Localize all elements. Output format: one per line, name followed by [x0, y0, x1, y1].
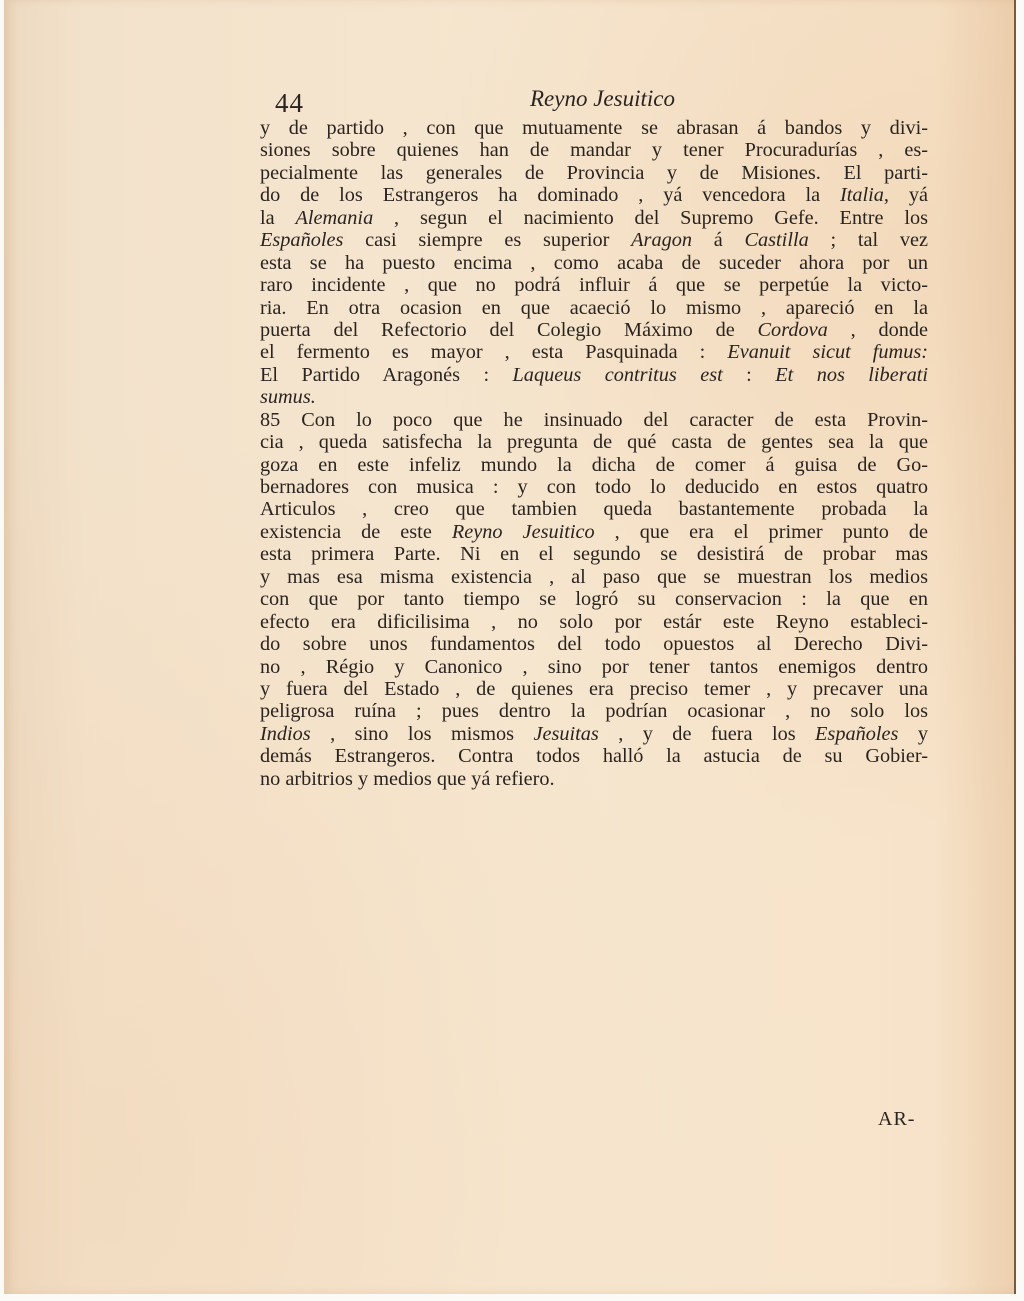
- text-line: [260, 588, 928, 610]
- text-line: [260, 274, 928, 296]
- text-line: [260, 229, 928, 251]
- italic-text: Españoles: [815, 722, 899, 745]
- text-line: [260, 139, 928, 161]
- text-run: no , Régio y Canonico , sino por tener tantos enemigos dentro: [260, 655, 928, 678]
- italic-text: Jesuitas: [533, 722, 599, 745]
- italic-text: Castilla: [744, 229, 809, 252]
- italic-text: Evanuit sicut fumus:: [727, 341, 928, 364]
- text-line: [260, 184, 928, 206]
- italic-text: Alemania: [295, 206, 374, 229]
- text-run: , segun el nacimiento del Supremo Gefe. Entre los: [373, 206, 928, 229]
- text-run: raro incidente , que no podrá influir á que se perpetúe la victo-: [260, 274, 928, 297]
- text-line: [260, 566, 928, 588]
- text-line: [260, 364, 928, 386]
- text-line: [260, 745, 928, 767]
- text-line: [260, 723, 928, 745]
- text-run: , y de fuera los: [598, 722, 816, 745]
- italic-text: Indios: [260, 722, 311, 745]
- text-run: 85 Con lo poco que he insinuado del caracter de esta Provin-: [260, 408, 928, 431]
- running-title: Reyno Jesuitico: [530, 86, 675, 111]
- text-run: y: [898, 722, 928, 745]
- page-number: 44: [275, 88, 304, 118]
- text-run: existencia de este: [260, 520, 452, 543]
- text-run: do de los Estrangeros ha dominado , yá vencedora la: [260, 184, 840, 207]
- text-run: y fuera del Estado , de quienes era preciso temer , y precaver una: [260, 677, 928, 700]
- book-page: [4, 0, 1016, 1294]
- text-line: [260, 498, 928, 520]
- text-run: , donde: [827, 318, 929, 341]
- text-line: [260, 521, 928, 543]
- text-run: á: [692, 229, 745, 252]
- text-run: el fermento es mayor , esta Pasquinada :: [260, 341, 728, 364]
- text-run: demás Estrangeros. Contra todos halló la astucia de su Gobier-: [260, 745, 928, 768]
- text-run: siones sobre quienes han de mandar y tener Procuradurías , es-: [260, 139, 928, 162]
- text-line: [260, 252, 928, 274]
- text-run: no arbitrios y medios que yá refiero.: [260, 767, 555, 790]
- text-line: [260, 656, 928, 678]
- text-run: peligrosa ruína ; pues dentro la podrían ocasionar , no solo los: [260, 700, 928, 723]
- page-edge: [1014, 0, 1016, 1294]
- italic-text: Italia: [839, 184, 884, 207]
- text-line: [260, 454, 928, 476]
- italic-text: Cordova: [757, 318, 828, 341]
- body-text: [260, 117, 928, 790]
- text-run: ; tal vez: [808, 229, 928, 252]
- text-line: [260, 297, 928, 319]
- text-run: , sino los mismos: [310, 722, 534, 745]
- italic-text: sumus.: [260, 386, 316, 409]
- text-run: goza en este infeliz mundo la dicha de comer á guisa de Go-: [260, 453, 928, 476]
- text-run: casi siempre es superior: [343, 229, 632, 252]
- text-run: esta primera Parte. Ni en el segundo se desistirá de probar mas: [260, 543, 928, 566]
- text-run: ria. En otra ocasion en que acaeció lo mismo , apareció en la: [260, 296, 928, 319]
- italic-text: Aragon: [631, 229, 692, 252]
- italic-text: Reyno Jesuitico: [451, 520, 595, 543]
- text-line: [260, 386, 928, 408]
- text-line: [260, 431, 928, 453]
- catchword: AR-: [878, 1108, 916, 1130]
- italic-text: Españoles: [260, 229, 344, 252]
- text-run: bernadores con musica : y con todo lo deducido en estos quatro: [260, 476, 928, 498]
- text-line: [260, 768, 928, 790]
- text-run: pecialmente las generales de Provincia y de Misiones. El parti-: [260, 161, 928, 184]
- text-run: con que por tanto tiempo se logró su conservacion : la que en: [260, 588, 928, 611]
- text-run: do sobre unos fundamentos del todo opuestos al Derecho Divi-: [260, 633, 928, 656]
- text-run: Articulos , creo que tambien queda bastantemente probada la: [260, 498, 928, 521]
- text-line: [260, 678, 928, 700]
- text-run: la: [260, 206, 296, 229]
- text-line: [260, 611, 928, 633]
- italic-text: Et nos liberati: [775, 363, 929, 386]
- text-run: :: [722, 363, 776, 386]
- text-run: puerta del Refectorio del Colegio Máximo de: [260, 318, 758, 341]
- text-run: El Partido Aragonés :: [260, 363, 513, 386]
- text-line: [260, 543, 928, 565]
- text-run: efecto era dificilisima , no solo por estár este Reyno estableci-: [260, 610, 928, 633]
- text-line: [260, 700, 928, 722]
- text-line: [260, 207, 928, 229]
- italic-text: Laqueus contritus est: [512, 363, 723, 386]
- text-run: , que era el primer punto de: [594, 520, 929, 543]
- text-run: y mas esa misma existencia , al paso que se muestran los medios: [260, 565, 928, 588]
- text-line: [260, 319, 928, 341]
- text-run: y de partido , con que mutuamente se abrasan á bandos y divi-: [260, 117, 928, 139]
- text-line: [260, 409, 928, 431]
- text-line: [260, 341, 928, 363]
- text-line: [260, 633, 928, 655]
- text-line: [260, 117, 928, 139]
- text-run: esta se ha puesto encima , como acaba de suceder ahora por un: [260, 251, 928, 274]
- text-run: cia , queda satisfecha la pregunta de qué casta de gentes sea la que: [260, 431, 928, 454]
- text-run: , yá: [883, 184, 928, 207]
- text-line: [260, 476, 928, 498]
- text-line: [260, 162, 928, 184]
